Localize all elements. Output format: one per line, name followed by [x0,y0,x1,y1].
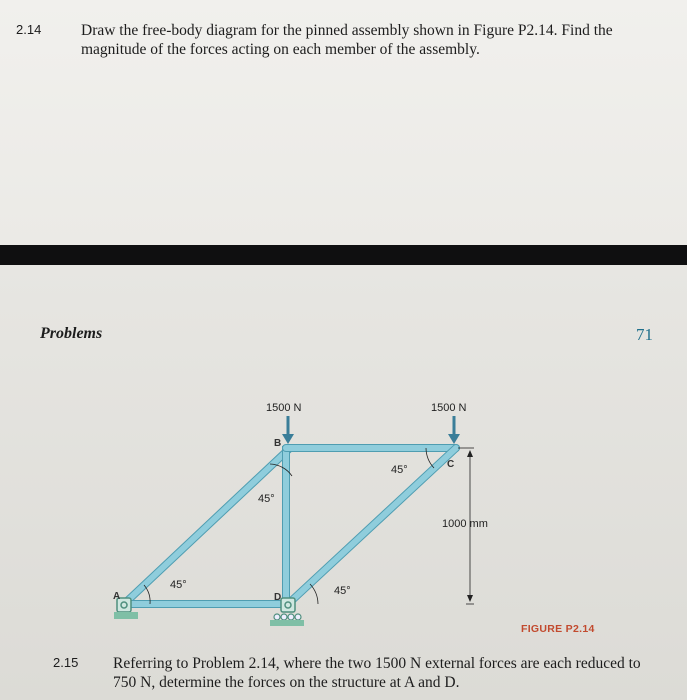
node-c-label: C [447,459,455,470]
load-arrow-c [448,416,460,444]
node-d-label: D [274,592,282,603]
member-ab [124,448,290,604]
load-arrow-b [282,416,294,444]
figure-caption: FIGURE P2.14 [521,623,595,635]
angle-c-label: 45° [391,464,408,476]
problem-text-line-2: magnitude of the forces acting on each member of the assembly. [81,41,480,58]
page-gap-shadow [0,245,687,265]
load-c-label: 1500 N [431,402,467,414]
angle-d-label: 45° [334,585,351,597]
problem-text-line-1: Draw the free-body diagram for the pinned assembly shown in Figure P2.14. Find the [81,22,613,39]
angle-b-label: 45° [258,493,275,505]
angle-a-label: 45° [170,579,187,591]
page-number: 71 [636,325,653,344]
problem-number: 2.14 [16,22,42,37]
problem-text-line-1: Referring to Problem 2.14, where the two 1500 N external forces are each reduced to [113,655,641,672]
problem-text-line-2: 750 N, determine the forces on the structure at A and D. [113,674,460,691]
member-cd [288,448,456,604]
section-running-head: Problems [40,325,103,342]
load-b-label: 1500 N [266,402,302,414]
problem-number: 2.15 [53,655,79,670]
node-b-label: B [274,438,282,449]
height-dimension-label: 1000 mm [442,518,488,530]
truss-figure [0,380,687,630]
node-a-label: A [113,591,121,602]
